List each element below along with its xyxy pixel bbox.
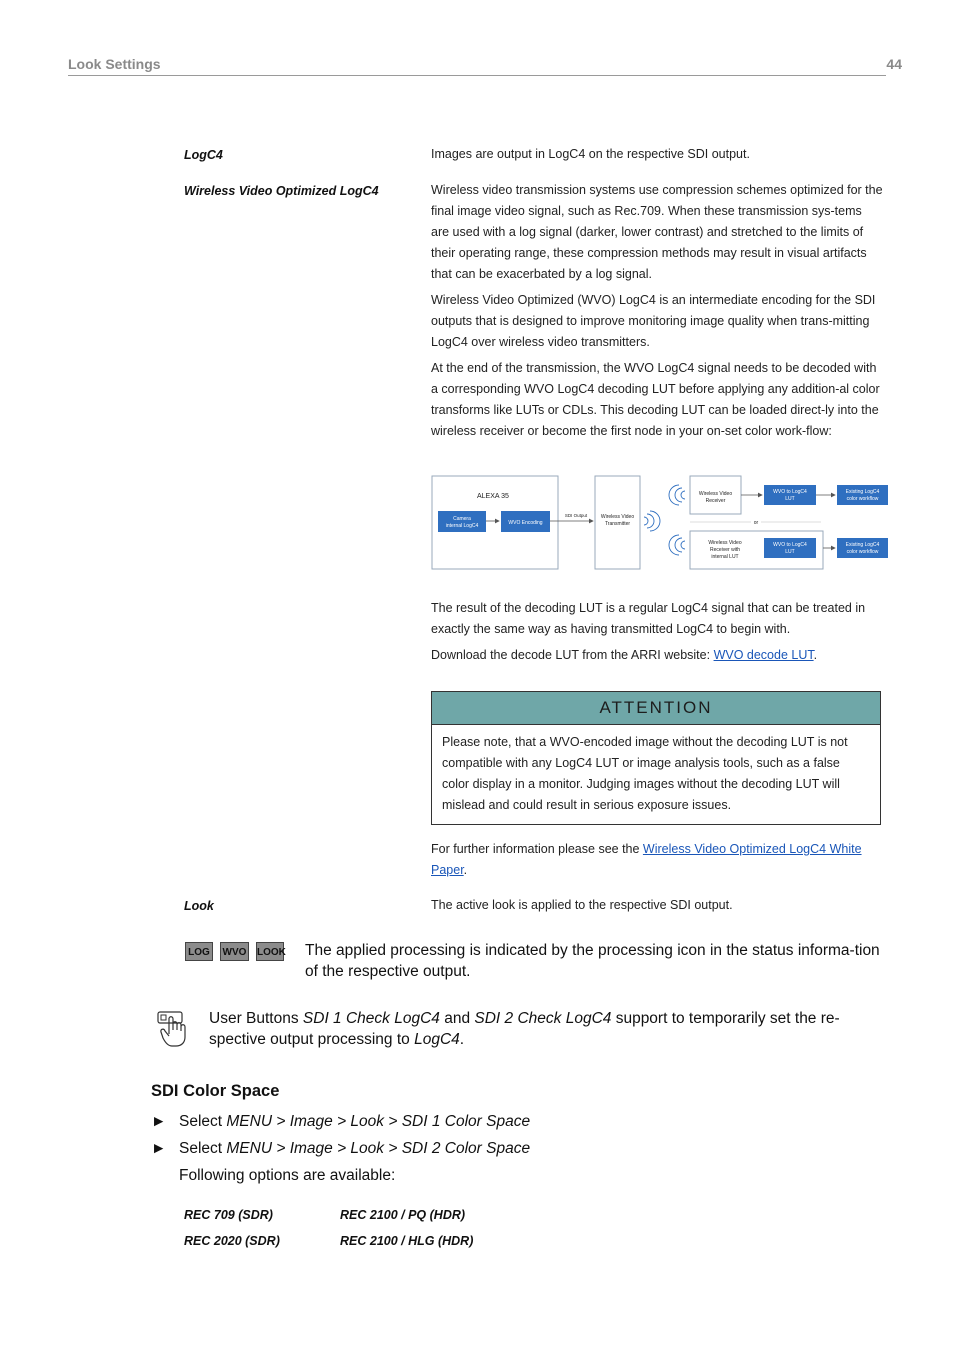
- receiver-internal-label-2: Receiver with: [709, 547, 741, 553]
- step-1-path: MENU > Image > Look > SDI 1 Color Space: [226, 1113, 531, 1130]
- desc-look: [431, 895, 883, 921]
- wvo-paragraph-4: The result of the decoding LUT is a regular LogC4 signal that can be treated in exactly the same way as having transmitted LogC4 to begin with.: [431, 601, 866, 636]
- attention-body: Please note, that a WVO-encoded image without the decoding LUT is not compatible with any LogC4 LUT or image analysis tools, such as a false color display in a monitor. Judging images without the decoding LUT will mislead and could result in serious exposure issues.: [442, 735, 848, 812]
- page-number: 44: [886, 56, 902, 72]
- step-2-pre: Select: [179, 1140, 227, 1157]
- camera-label-2: internal LogC4: [445, 523, 479, 529]
- wvo-lut-label-1b: LUT: [785, 496, 795, 502]
- ub-logc4: LogC4: [414, 1031, 460, 1048]
- attention-box: [431, 691, 881, 825]
- processing-note: The applied processing is indicated by the processing icon in the status informa-tion of the respective output.: [305, 942, 880, 980]
- receive-signal-icon-2: [669, 535, 685, 555]
- step-2-path: MENU > Image > Look > SDI 2 Color Space: [226, 1140, 531, 1157]
- receive-signal-icon-1: [669, 485, 685, 505]
- option-rec709: REC 709 (SDR): [184, 1208, 273, 1222]
- desc-look-text: The active look is applied to the respective SDI output.: [431, 898, 733, 912]
- download-suffix: .: [813, 648, 818, 662]
- wvo-lut-label-2b: LUT: [785, 549, 795, 555]
- hand-pointing-button-icon: [157, 1010, 189, 1048]
- page-header: [68, 56, 902, 76]
- attention-title: ATTENTION: [432, 692, 880, 725]
- existing-box-1: [837, 485, 888, 505]
- wvo-paragraph-1: Wireless video transmission systems use compression schemes optimized for the final image video signal, such as Rec.709. When these transmission sys-tems are used with a log signal (darker, lower contrast) and stretched to the limits of their operating range, these compression methods may result in visual artifacts that can be exacerbated by a log signal.: [431, 183, 883, 281]
- step-1: [151, 1113, 530, 1131]
- sdi-output-label: SDI Output: [564, 513, 588, 518]
- badge-log: LOG: [185, 942, 213, 961]
- existing-label-1a: Existing LogC4: [845, 489, 880, 495]
- desc-wvo: [431, 180, 883, 447]
- receiver-internal-label-3: internal LUT: [711, 554, 739, 560]
- ub-text-2: and: [439, 1010, 475, 1027]
- white-paper-link[interactable]: Wireless Video Optimized LogC4 White Paper: [431, 842, 862, 877]
- ub-sdi1: SDI 1 Check LogC4: [302, 1010, 440, 1027]
- term-logc4: LogC4: [184, 148, 223, 162]
- or-label: or: [753, 520, 759, 526]
- step-2: [151, 1140, 530, 1158]
- step-2-arrow: ►: [151, 1140, 167, 1157]
- receiver-internal-label-1: Wireless Video: [708, 540, 742, 546]
- wvo-paragraph-5: [431, 645, 883, 666]
- further-suffix: .: [463, 863, 468, 877]
- desc-wvo-after: [431, 598, 883, 671]
- option-rec2100-pq: REC 2100 / PQ (HDR): [340, 1208, 466, 1222]
- option-rec2020: REC 2020 (SDR): [184, 1234, 280, 1248]
- receiver-label-2: Receiver: [705, 498, 726, 504]
- wvo-decode-lut-link[interactable]: WVO decode LUT: [713, 648, 814, 662]
- receiver-label-1: Wireless Video: [698, 491, 733, 497]
- ub-text-1: User Buttons: [209, 1010, 303, 1027]
- desc-logc4: [431, 144, 883, 170]
- wvo-encoding-label: WVO Encoding: [508, 520, 543, 526]
- wvo-lut-label-1a: WVO to LogC4: [773, 489, 807, 495]
- existing-box-2: [837, 538, 888, 558]
- ub-sdi2: SDI 2 Check LogC4: [474, 1010, 612, 1027]
- transmitter-label-2: Transmitter: [604, 521, 631, 527]
- badge-look: LOOK: [256, 942, 284, 961]
- camera-label-1: Camera: [453, 516, 471, 522]
- transmit-signal-icon: [644, 511, 660, 531]
- wvo-lut-box-1: [764, 485, 816, 505]
- existing-label-2b: color workflow: [846, 549, 879, 555]
- further-info: [431, 839, 883, 886]
- wvo-lut-label-2a: WVO to LogC4: [773, 542, 807, 548]
- term-wvo: Wireless Video Optimized LogC4: [184, 184, 379, 198]
- ub-text-3: support to temporarily set the re-spective output processing to: [209, 1010, 840, 1048]
- option-rec2100-hlg: REC 2100 / HLG (HDR): [340, 1234, 474, 1248]
- header-title: Look Settings: [68, 56, 161, 72]
- existing-label-2a: Existing LogC4: [845, 542, 880, 548]
- further-info-text: [431, 839, 883, 881]
- wvo-paragraph-2: Wireless Video Optimized (WVO) LogC4 is an intermediate encoding for the SDI outputs that is designed to improve monitoring image quality when trans-mitting LogC4 over wireless video transmitters.: [431, 293, 876, 349]
- existing-label-1b: color workflow: [846, 496, 879, 502]
- wvo-lut-box-2: [764, 538, 816, 558]
- user-buttons-note: [209, 1008, 879, 1050]
- following-options: Following options are available:: [179, 1167, 396, 1184]
- term-look: Look: [184, 899, 214, 913]
- further-prefix: For further information please see the: [431, 842, 643, 856]
- step-1-pre: Select: [179, 1113, 227, 1130]
- badge-wvo: WVO: [220, 942, 249, 961]
- transmitter-label-1: Wireless Video: [600, 514, 635, 520]
- section-title: SDI Color Space: [151, 1082, 280, 1100]
- ub-text-4: .: [459, 1031, 465, 1048]
- wvo-workflow-diagram: [431, 474, 891, 574]
- alexa-label: ALEXA 35: [477, 493, 509, 500]
- desc-logc4-text: Images are output in LogC4 on the respective SDI output.: [431, 147, 750, 161]
- step-1-arrow: ►: [151, 1113, 167, 1130]
- download-prefix: Download the decode LUT from the ARRI website:: [431, 648, 714, 662]
- wvo-paragraph-3: At the end of the transmission, the WVO LogC4 signal needs to be decoded with a corresponding WVO LogC4 decoding LUT before applying any addition-al color transforms like LUTs or CDLs. This decoding LUT can be loaded direct-ly into the wireless receiver or become the first node in your on-set color work-flow:: [431, 361, 880, 438]
